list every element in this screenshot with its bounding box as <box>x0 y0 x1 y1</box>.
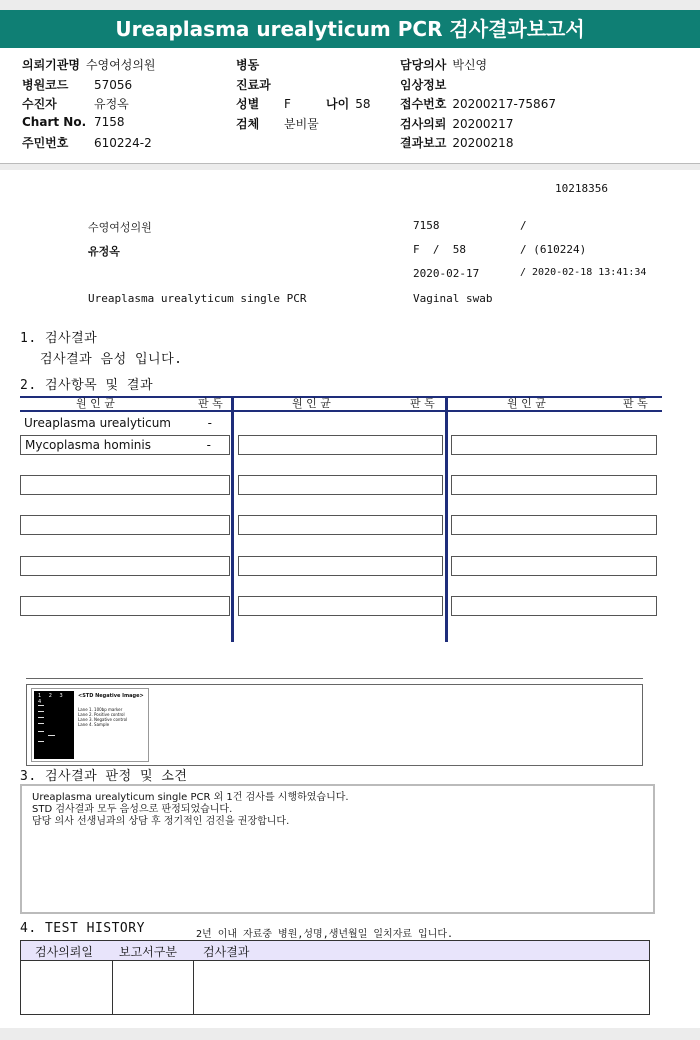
gel-lane-legend: Lane 3. Negative control <box>78 717 128 722</box>
empty-cell <box>20 596 230 616</box>
image-top-rule <box>26 678 643 679</box>
department-label: 진료과 <box>236 78 271 92</box>
ward-label: 병동 <box>236 58 260 72</box>
chart-no-row <box>22 115 125 129</box>
rrn-label: 주민번호 <box>22 136 69 150</box>
empty-cell <box>20 556 230 576</box>
empty-cell <box>238 435 443 455</box>
body-rrn: / (610224) <box>520 243 587 256</box>
gel-band <box>38 705 44 706</box>
patient-value: 유정옥 <box>94 97 129 111</box>
pathogen-result: - <box>207 416 212 430</box>
empty-cell <box>238 515 443 535</box>
specimen-label: 검체 <box>236 117 260 131</box>
gel-lane-legend: Lane 4. Sample <box>78 722 110 727</box>
col-pathogen-3: 원 인 균 <box>507 397 546 410</box>
pathogen-name: Ureaplasma urealyticum <box>24 416 171 430</box>
receipt-no-row <box>400 95 556 112</box>
report-date-row <box>400 134 513 151</box>
gel-dark-panel <box>34 691 74 759</box>
hospital-code-label: 병원코드 <box>22 78 69 92</box>
finding-line: STD 검사결과 모두 음성으로 판정되었습니다. <box>32 804 233 815</box>
history-head-result: 검사결과 <box>203 945 250 959</box>
col-judgement-3: 판 독 <box>623 397 648 410</box>
request-date-value: 20200217 <box>452 117 514 131</box>
clinical-info-label: 임상정보 <box>400 78 447 92</box>
hospital-code-row <box>22 76 132 93</box>
sex-label: 성별 <box>236 97 260 111</box>
finding-line: 담당 의사 선생님과의 상담 후 정기적인 검진을 권장합니다. <box>32 816 290 827</box>
body-hospital: 수영여성의원 <box>88 221 152 234</box>
age-label: 나이 <box>326 97 350 111</box>
gel-image-box <box>26 684 643 766</box>
section2-title: 2. 검사항목 및 결과 <box>20 378 154 393</box>
body-test-name: Ureaplasma urealyticum single PCR <box>88 292 307 305</box>
specimen-value: 분비물 <box>284 117 319 131</box>
history-table <box>20 940 650 1015</box>
report-date-label: 결과보고 <box>400 136 447 150</box>
ward-row <box>236 56 265 73</box>
gel-band <box>38 731 44 732</box>
specimen-row <box>236 115 319 132</box>
body-receipt-date: 2020-02-17 <box>413 267 480 280</box>
sex-value: F <box>284 97 291 111</box>
gel-band <box>38 741 44 742</box>
col-pathogen-1: 원 인 균 <box>76 397 115 410</box>
header-info <box>0 48 700 164</box>
section1-result-text: 검사결과 음성 입니다. <box>40 352 183 367</box>
col-judgement-2: 판 독 <box>410 397 435 410</box>
pathogen-name: Mycoplasma hominis <box>25 438 151 452</box>
body-chart: 7158 <box>413 219 440 232</box>
col-judgement-1: 판 독 <box>198 397 223 410</box>
result-row <box>20 414 230 434</box>
age-row <box>326 95 370 112</box>
empty-cell <box>451 596 657 616</box>
referring-hospital-row <box>22 56 156 73</box>
gel-band <box>38 717 44 718</box>
referring-hospital-label: 의뢰기관명 <box>22 58 80 72</box>
section4-title: 4. TEST HISTORY <box>20 921 145 936</box>
receipt-no-label: 접수번호 <box>400 97 447 111</box>
body-patient: 유정옥 <box>88 245 120 258</box>
result-row <box>20 435 230 455</box>
doctor-row <box>400 56 487 73</box>
patient-label: 수진자 <box>22 97 57 111</box>
empty-cell <box>20 475 230 495</box>
gel-lane-numbers: 1 2 3 4 <box>38 693 66 705</box>
doctor-value: 박신영 <box>452 58 488 72</box>
chart-no-value: 7158 <box>94 115 125 129</box>
doc-number: 10218356 <box>555 182 608 195</box>
doctor-label: 담당의사 <box>400 58 447 72</box>
age-value: 58 <box>355 97 371 111</box>
history-head-type: 보고서구분 <box>119 945 177 959</box>
findings-box <box>20 784 655 914</box>
receipt-no-value: 20200217-75867 <box>452 97 556 111</box>
grid-divider-1 <box>231 396 234 642</box>
body-sex-age: F / 58 <box>413 243 466 256</box>
gel-band <box>38 723 44 724</box>
rrn-value: 610224-2 <box>94 136 152 150</box>
grid-divider-2 <box>445 396 448 642</box>
gel-title: <STD Negative Image> <box>78 693 144 699</box>
report-page <box>0 170 700 1028</box>
body-slash: / <box>520 219 527 232</box>
report-date-value: 20200218 <box>452 136 514 150</box>
empty-cell <box>451 475 657 495</box>
request-date-label: 검사의뢰 <box>400 117 447 131</box>
pathogen-result: - <box>206 438 211 452</box>
result-grid-header <box>20 396 662 412</box>
history-note: 2년 이내 자료중 병원,성명,생년월일 일치자료 입니다. <box>196 929 454 940</box>
empty-cell <box>451 556 657 576</box>
sex-row <box>236 95 291 112</box>
request-date-row <box>400 115 513 132</box>
empty-cell <box>238 556 443 576</box>
gel-band <box>38 711 44 712</box>
history-header <box>21 941 649 961</box>
history-head-request: 검사의뢰일 <box>35 945 93 959</box>
gel-image <box>31 688 149 762</box>
gel-lane-legend: Lane 1. 100bp marker <box>78 707 123 712</box>
report-title: Ureaplasma urealyticum PCR 검사결과보고서 <box>0 10 700 48</box>
body-specimen: Vaginal swab <box>413 292 493 305</box>
empty-cell <box>238 596 443 616</box>
empty-cell <box>451 435 657 455</box>
department-row <box>236 76 277 93</box>
patient-row <box>22 95 129 112</box>
gel-lane-legend: Lane 2. Positive control <box>78 712 125 717</box>
clinical-info-row <box>400 76 452 93</box>
finding-line: Ureaplasma urealyticum single PCR 외 1건 검사를 시행하였습니다. <box>32 792 349 803</box>
chart-no-label: Chart No. <box>22 115 87 129</box>
rrn-row <box>22 134 152 151</box>
referring-hospital-value: 수영여성의원 <box>85 58 156 72</box>
empty-cell <box>238 475 443 495</box>
section3-title: 3. 검사결과 판정 및 소견 <box>20 769 188 784</box>
gel-band <box>48 735 55 736</box>
body-report-datetime: / 2020-02-18 13:41:34 <box>520 267 647 278</box>
section1-title: 1. 검사결과 <box>20 331 98 346</box>
hospital-code-value: 57056 <box>94 78 133 92</box>
empty-cell <box>20 515 230 535</box>
empty-cell <box>451 515 657 535</box>
col-pathogen-2: 원 인 균 <box>292 397 331 410</box>
